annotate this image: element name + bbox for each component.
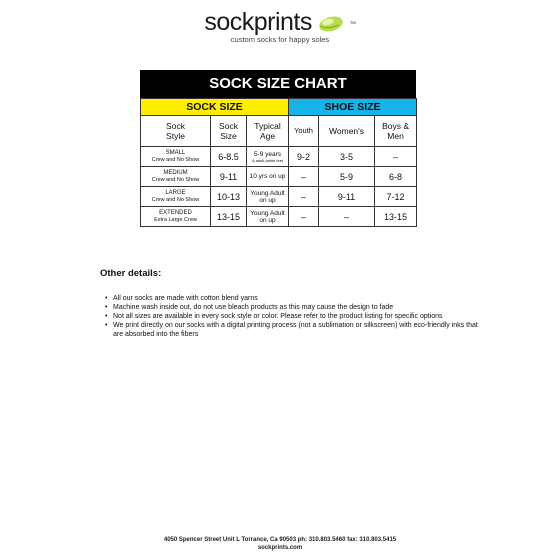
sock-size-cell: 6-8.5 [211,147,247,167]
mens-cell: 6-8 [375,167,417,187]
age-cell: Young Adult on up [247,187,289,207]
mens-cell: 7-12 [375,187,417,207]
group-shoe-size: SHOE SIZE [289,99,417,116]
womens-cell: – [319,207,375,227]
details-list [100,294,480,339]
header-womens: Women's [319,116,375,147]
youth-cell: – [289,207,319,227]
table-row [141,207,417,227]
sock-size-cell: 10-13 [211,187,247,207]
mens-cell: – [375,147,417,167]
size-table [140,98,417,227]
group-sock-size: SOCK SIZE [141,99,289,116]
other-details [100,268,480,339]
style-cell: EXTENDED Extra Large Crew [141,207,211,227]
trademark: TM [349,20,356,25]
age-cell: 5-9 years & adult petite feet [247,147,289,167]
youth-cell: 9-2 [289,147,319,167]
chart-title: SOCK SIZE CHART [140,70,416,98]
footer-website: sockprints.com [257,545,303,551]
style-cell: SMALL Crew and No Show [141,147,211,167]
mens-cell: 13-15 [375,207,417,227]
footer-address: 4050 Spencer Street Unit L Torrance, Ca 90503 ph: 310.803.5460 fax: 310.803.5415 [163,537,397,543]
womens-cell: 9-11 [319,187,375,207]
tagline: custom socks for happy soles [230,35,330,44]
header-boys-men: Boys & Men [375,116,417,147]
logo [0,8,560,44]
age-cell: Young Adult on up [247,207,289,227]
list-item: • We print directly on our socks with a digital printing process (not a sublimation or silkscreen) with eco-friendly inks that are absorbed into the fibers [108,321,480,339]
list-item: • Not all sizes are available in every sock style or color. Please refer to the product listing for specific options [108,312,480,321]
style-cell: LARGE Crew and No Show [141,187,211,207]
details-heading: Other details: [100,268,162,279]
header-typical-age: Typical Age [247,116,289,147]
table-row [141,147,417,167]
style-cell: MEDIUM Crew and No Show [141,167,211,187]
sock-size-cell: 9-11 [211,167,247,187]
sock-size-cell: 13-15 [211,207,247,227]
age-cell: 10 yrs on up [247,167,289,187]
header-sock-style: Sock Style [141,116,211,147]
youth-cell: – [289,167,319,187]
sock-icon [315,13,347,33]
header-youth: Youth [289,116,319,147]
youth-cell: – [289,187,319,207]
footer [0,536,560,552]
womens-cell: 3-5 [319,147,375,167]
list-item: • All our socks are made with cotton blend yarns [108,294,480,303]
list-item: • Machine wash inside out, do not use bleach products as this may cause the design to fade [108,303,480,312]
table-row [141,187,417,207]
size-chart [140,70,416,227]
womens-cell: 5-9 [319,167,375,187]
table-row [141,167,417,187]
header-sock-size: Sock Size [211,116,247,147]
brand-name: sockprints [204,8,312,36]
